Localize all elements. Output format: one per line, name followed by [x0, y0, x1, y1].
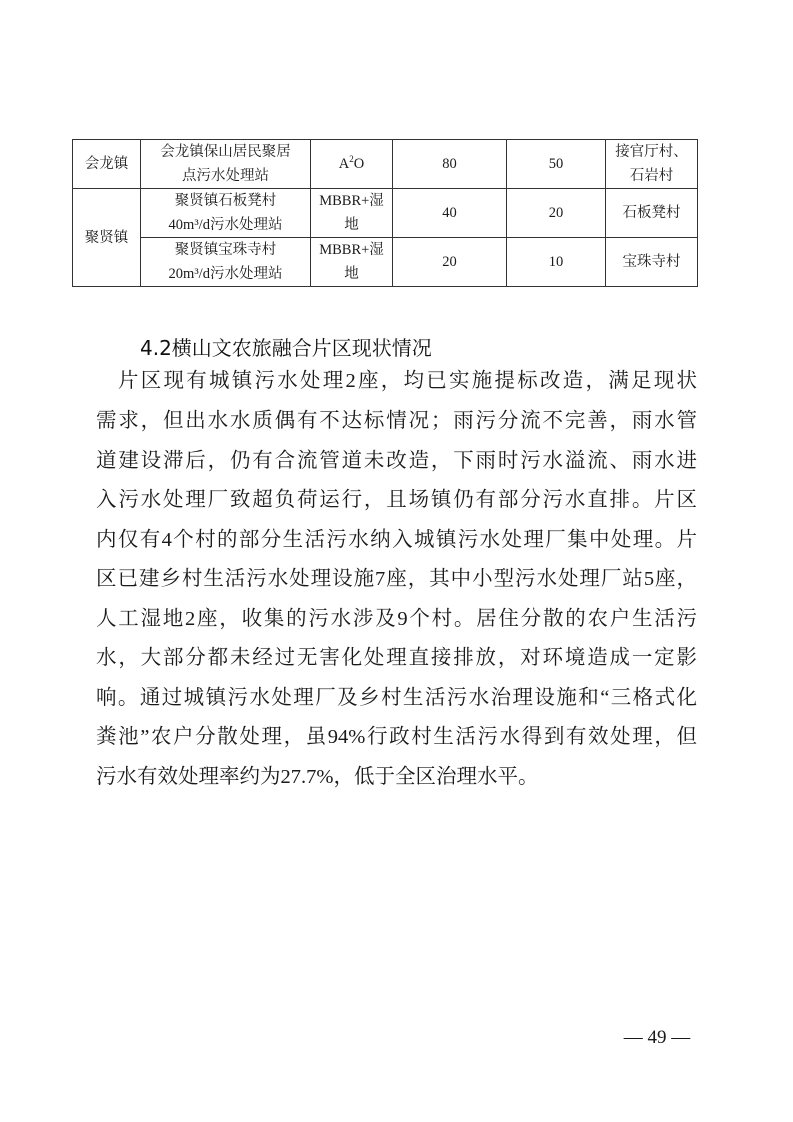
paragraph-line: 区已建乡村生活污水处理设施7座，其中小型污水处理厂站5座，: [96, 568, 697, 590]
actual-capacity-cell: 20: [507, 189, 606, 238]
table-row: [73, 238, 698, 287]
paragraph-line: 水，大部分都未经过无害化处理直接排放，对环境造成一定影: [96, 647, 697, 669]
town-cell: 聚贤镇: [73, 189, 141, 287]
villages-cell: 接官厅村、 石岩村: [606, 140, 698, 189]
station-name-cell: 聚贤镇宝珠寺村 20m³/d污水处理站: [141, 238, 311, 287]
page-number: — 49 —: [623, 1027, 691, 1048]
paragraph-line: 入污水处理厂致超负荷运行，且场镇仍有部分污水直排。片区: [96, 489, 697, 511]
paragraph-line: 内仅有4个村的部分生活污水纳入城镇污水处理厂集中处理。片: [96, 529, 697, 551]
villages-cell: 宝珠寺村: [606, 238, 698, 287]
sewage-station-table: [72, 139, 698, 287]
section-heading: 4.2横山文农旅融合片区现状情况: [140, 336, 432, 360]
actual-capacity-cell: 10: [507, 238, 606, 287]
paragraph-line: 片区现有城镇污水处理2座，均已实施提标改造，满足现状: [118, 370, 697, 392]
process-cell: $A^2O$: [311, 140, 393, 189]
villages-cell: 石板凳村: [606, 189, 698, 238]
design-capacity-cell: 40: [393, 189, 507, 238]
table-row: [73, 140, 698, 189]
paragraph-line: 道建设滞后，仍有合流管道未改造，下雨时污水溢流、雨水进: [96, 450, 697, 472]
process-cell: MBBR+湿 地: [311, 189, 393, 238]
town-cell: 会龙镇: [73, 140, 141, 189]
design-capacity-cell: 20: [393, 238, 507, 287]
paragraph-line: 污水有效处理率约为27.7%，低于全区治理水平。: [96, 766, 539, 788]
paragraph-line: 人工湿地2座，收集的污水涉及9个村。居住分散的农户生活污: [96, 608, 697, 630]
paragraph-line: 响。通过城镇污水处理厂及乡村生活污水治理设施和“三格式化: [96, 687, 697, 709]
table-row: [73, 189, 698, 238]
station-name-cell: 会龙镇保山居民聚居 点污水处理站: [141, 140, 311, 189]
actual-capacity-cell: 50: [507, 140, 606, 189]
paragraph-line: 粪池”农户分散处理，虽94%行政村生活污水得到有效处理，但: [96, 726, 697, 748]
design-capacity-cell: 80: [393, 140, 507, 189]
paragraph-line: 需求，但出水水质偶有不达标情况；雨污分流不完善，雨水管: [96, 410, 697, 432]
process-cell: MBBR+湿 地: [311, 238, 393, 287]
station-name-cell: 聚贤镇石板凳村 40m³/d污水处理站: [141, 189, 311, 238]
